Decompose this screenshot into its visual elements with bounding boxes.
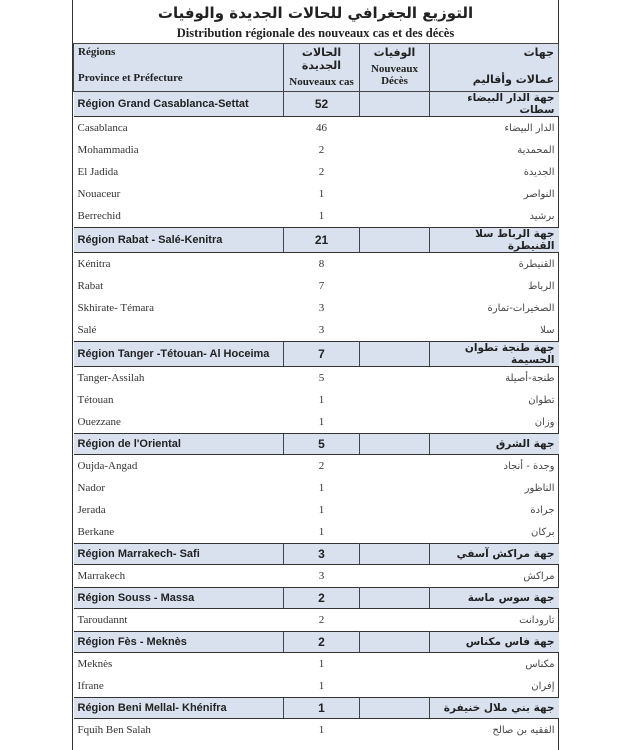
province-row bbox=[74, 609, 559, 632]
province-name-fr: Salé bbox=[77, 324, 97, 336]
header-regions-ar-label: جهات bbox=[523, 46, 554, 59]
province-name-fr: Meknès bbox=[77, 658, 113, 670]
province-new-cases: 7 bbox=[318, 280, 325, 292]
province-name-ar: بركان bbox=[531, 526, 555, 538]
region-name-fr: Région Fès - Meknès bbox=[74, 632, 284, 653]
province-name-ar: النواصر bbox=[523, 188, 555, 200]
province-new-deaths bbox=[360, 205, 430, 228]
province-row bbox=[74, 319, 559, 342]
province-name-fr: Marrakech bbox=[77, 570, 126, 582]
province-name-ar: الصخيرات-تمارة bbox=[487, 302, 555, 314]
document-page bbox=[72, 0, 559, 750]
region-row bbox=[74, 698, 559, 719]
region-new-cases: 21 bbox=[284, 228, 360, 253]
region-new-deaths bbox=[360, 544, 430, 565]
region-name-ar: جهة سوس ماسة bbox=[430, 588, 559, 609]
province-new-cases: 3 bbox=[318, 302, 325, 314]
region-new-deaths bbox=[360, 698, 430, 719]
province-name-fr: Nador bbox=[77, 482, 105, 494]
province-row bbox=[74, 205, 559, 228]
region-new-deaths bbox=[360, 92, 430, 117]
province-row bbox=[74, 297, 559, 319]
region-new-deaths bbox=[360, 434, 430, 455]
province-new-cases: 5 bbox=[318, 372, 325, 384]
province-new-deaths bbox=[360, 521, 430, 544]
province-name-ar: القنيطرة bbox=[518, 258, 555, 270]
region-new-cases: 2 bbox=[284, 588, 360, 609]
region-row bbox=[74, 92, 559, 117]
region-new-cases: 52 bbox=[284, 92, 360, 117]
province-name-ar: تارودانت bbox=[519, 614, 555, 626]
province-name-ar: وزان bbox=[534, 416, 555, 428]
table-header-row bbox=[74, 44, 559, 92]
province-new-cases: 3 bbox=[318, 570, 325, 582]
province-name-ar: برشيد bbox=[529, 210, 555, 222]
province-name-ar: الناظور bbox=[524, 482, 555, 494]
province-name-fr: Ifrane bbox=[77, 680, 104, 692]
province-name-fr: Kénitra bbox=[77, 258, 111, 270]
province-name-ar: إفران bbox=[531, 680, 555, 692]
province-name-ar: جرادة bbox=[530, 504, 555, 516]
province-new-cases: 1 bbox=[318, 504, 325, 516]
distribution-table bbox=[73, 43, 559, 741]
header-regions-fr bbox=[74, 44, 284, 92]
province-row bbox=[74, 455, 559, 478]
province-row bbox=[74, 675, 559, 698]
province-new-cases: 1 bbox=[318, 210, 325, 222]
region-name-ar: جهة الدار البيضاء سطات bbox=[430, 92, 559, 117]
province-name-fr: Casablanca bbox=[77, 122, 128, 134]
region-row bbox=[74, 544, 559, 565]
province-row bbox=[74, 367, 559, 390]
province-row bbox=[74, 565, 559, 588]
province-new-deaths bbox=[360, 161, 430, 183]
province-new-deaths bbox=[360, 117, 430, 140]
province-name-fr: Tanger-Assilah bbox=[77, 372, 145, 384]
header-regions-label: Régions bbox=[78, 46, 116, 58]
region-new-deaths bbox=[360, 342, 430, 367]
province-name-fr: Fquih Ben Salah bbox=[77, 724, 151, 736]
region-name-ar: جهة بني ملال خنيفرة bbox=[430, 698, 559, 719]
province-new-cases: 2 bbox=[318, 614, 325, 626]
province-name-fr: Rabat bbox=[77, 280, 104, 292]
province-new-cases: 2 bbox=[318, 166, 325, 178]
province-new-deaths bbox=[360, 719, 430, 742]
province-new-cases: 1 bbox=[318, 482, 325, 494]
header-new-cases bbox=[284, 44, 360, 92]
province-name-fr: Ouezzane bbox=[77, 416, 121, 428]
region-new-cases: 3 bbox=[284, 544, 360, 565]
province-new-cases: 46 bbox=[316, 122, 327, 134]
province-name-fr: El Jadida bbox=[77, 166, 119, 178]
region-name-fr: Région Beni Mellal- Khénifra bbox=[74, 698, 284, 719]
province-new-deaths bbox=[360, 609, 430, 632]
region-new-cases: 2 bbox=[284, 632, 360, 653]
province-row bbox=[74, 389, 559, 411]
region-name-fr: Région Marrakech- Safi bbox=[74, 544, 284, 565]
region-name-ar: جهة مراكش آسفي bbox=[430, 544, 559, 565]
region-row bbox=[74, 228, 559, 253]
province-name-ar: الجديدة bbox=[523, 166, 555, 178]
province-row bbox=[74, 719, 559, 742]
province-row bbox=[74, 161, 559, 183]
province-name-fr: Nouaceur bbox=[77, 188, 121, 200]
province-name-ar: تطوان bbox=[528, 394, 555, 406]
province-new-deaths bbox=[360, 411, 430, 434]
province-new-cases: 2 bbox=[318, 460, 325, 472]
province-name-ar: مكناس bbox=[525, 658, 555, 670]
province-name-fr: Mohammadia bbox=[77, 144, 139, 156]
province-new-deaths bbox=[360, 455, 430, 478]
header-new-cases-ar: الحالات الجديدة bbox=[301, 46, 342, 72]
province-name-ar: المحمدية bbox=[517, 144, 555, 156]
province-new-cases: 2 bbox=[318, 144, 325, 156]
province-name-ar: الرباط bbox=[528, 280, 555, 292]
region-new-deaths bbox=[360, 632, 430, 653]
province-row bbox=[74, 653, 559, 676]
header-new-deaths-ar: الوفيات bbox=[373, 46, 416, 59]
province-name-ar: طنجة-أصيلة bbox=[505, 372, 555, 384]
province-new-deaths bbox=[360, 275, 430, 297]
province-name-fr: Jerada bbox=[77, 504, 106, 516]
region-name-ar: جهة الشرق bbox=[430, 434, 559, 455]
province-name-ar: وجدة - أنجاد bbox=[503, 460, 555, 472]
province-new-cases: 1 bbox=[318, 416, 325, 428]
region-row bbox=[74, 342, 559, 367]
province-name-fr: Taroudannt bbox=[77, 614, 128, 626]
province-new-cases: 1 bbox=[318, 188, 325, 200]
province-new-deaths bbox=[360, 499, 430, 521]
province-row bbox=[74, 183, 559, 205]
region-name-ar: جهة فاس مكناس bbox=[430, 632, 559, 653]
header-new-cases-fr: Nouveaux cas bbox=[289, 76, 354, 88]
province-new-deaths bbox=[360, 675, 430, 698]
region-name-fr: Région de l'Oriental bbox=[74, 434, 284, 455]
province-new-deaths bbox=[360, 139, 430, 161]
province-row bbox=[74, 477, 559, 499]
table-body bbox=[74, 92, 559, 742]
province-row bbox=[74, 411, 559, 434]
province-new-deaths bbox=[360, 477, 430, 499]
province-new-deaths bbox=[360, 297, 430, 319]
province-new-cases: 3 bbox=[318, 324, 325, 336]
province-new-cases: 1 bbox=[318, 394, 325, 406]
province-new-cases: 8 bbox=[318, 258, 325, 270]
province-row bbox=[74, 275, 559, 297]
province-row bbox=[74, 521, 559, 544]
header-new-deaths-fr: Nouveaux Décès bbox=[370, 63, 419, 87]
province-name-fr: Berkane bbox=[77, 526, 115, 538]
province-new-deaths bbox=[360, 565, 430, 588]
province-new-deaths bbox=[360, 183, 430, 205]
province-new-deaths bbox=[360, 319, 430, 342]
province-row bbox=[74, 253, 559, 276]
region-row bbox=[74, 434, 559, 455]
region-new-cases: 5 bbox=[284, 434, 360, 455]
header-new-deaths bbox=[360, 44, 430, 92]
province-name-ar: مراكش bbox=[523, 570, 555, 582]
province-name-ar: الدار البيضاء bbox=[504, 122, 555, 134]
region-new-cases: 1 bbox=[284, 698, 360, 719]
province-new-cases: 1 bbox=[318, 658, 325, 670]
title-french: Distribution régionale des nouveaux cas et des décès bbox=[176, 26, 455, 40]
header-regions-ar bbox=[430, 44, 559, 92]
province-new-deaths bbox=[360, 253, 430, 276]
province-new-deaths bbox=[360, 389, 430, 411]
province-new-cases: 1 bbox=[318, 680, 325, 692]
province-name-ar: الفقيه بن صالح bbox=[492, 724, 555, 736]
region-new-cases: 7 bbox=[284, 342, 360, 367]
province-name-fr: Oujda-Angad bbox=[77, 460, 138, 472]
region-new-deaths bbox=[360, 228, 430, 253]
province-new-cases: 1 bbox=[318, 724, 325, 736]
region-new-deaths bbox=[360, 588, 430, 609]
region-name-ar: جهة طنجة تطوان الحسيمة bbox=[430, 342, 559, 367]
region-name-fr: Région Souss - Massa bbox=[74, 588, 284, 609]
header-province-label: Province et Préfecture bbox=[78, 72, 183, 84]
province-row bbox=[74, 499, 559, 521]
province-new-deaths bbox=[360, 653, 430, 676]
province-name-fr: Skhirate- Témara bbox=[77, 302, 154, 314]
province-row bbox=[74, 117, 559, 140]
province-row bbox=[74, 139, 559, 161]
title-arabic: التوزيع الجغرافي للحالات الجديدة والوفيات bbox=[157, 4, 474, 22]
region-name-fr: Région Rabat - Salé-Kenitra bbox=[74, 228, 284, 253]
region-name-ar: جهة الرباط سلا القنيطرة bbox=[430, 228, 559, 253]
region-name-fr: Région Grand Casablanca-Settat bbox=[74, 92, 284, 117]
province-new-deaths bbox=[360, 367, 430, 390]
province-new-cases: 1 bbox=[318, 526, 325, 538]
region-row bbox=[74, 632, 559, 653]
region-name-fr: Région Tanger -Tétouan- Al Hoceima bbox=[74, 342, 284, 367]
province-name-fr: Tétouan bbox=[77, 394, 114, 406]
header-province-ar-label: عمالات وأقاليم bbox=[472, 73, 554, 86]
region-row bbox=[74, 588, 559, 609]
province-name-ar: سلا bbox=[540, 324, 555, 336]
province-name-fr: Berrechid bbox=[77, 210, 121, 222]
